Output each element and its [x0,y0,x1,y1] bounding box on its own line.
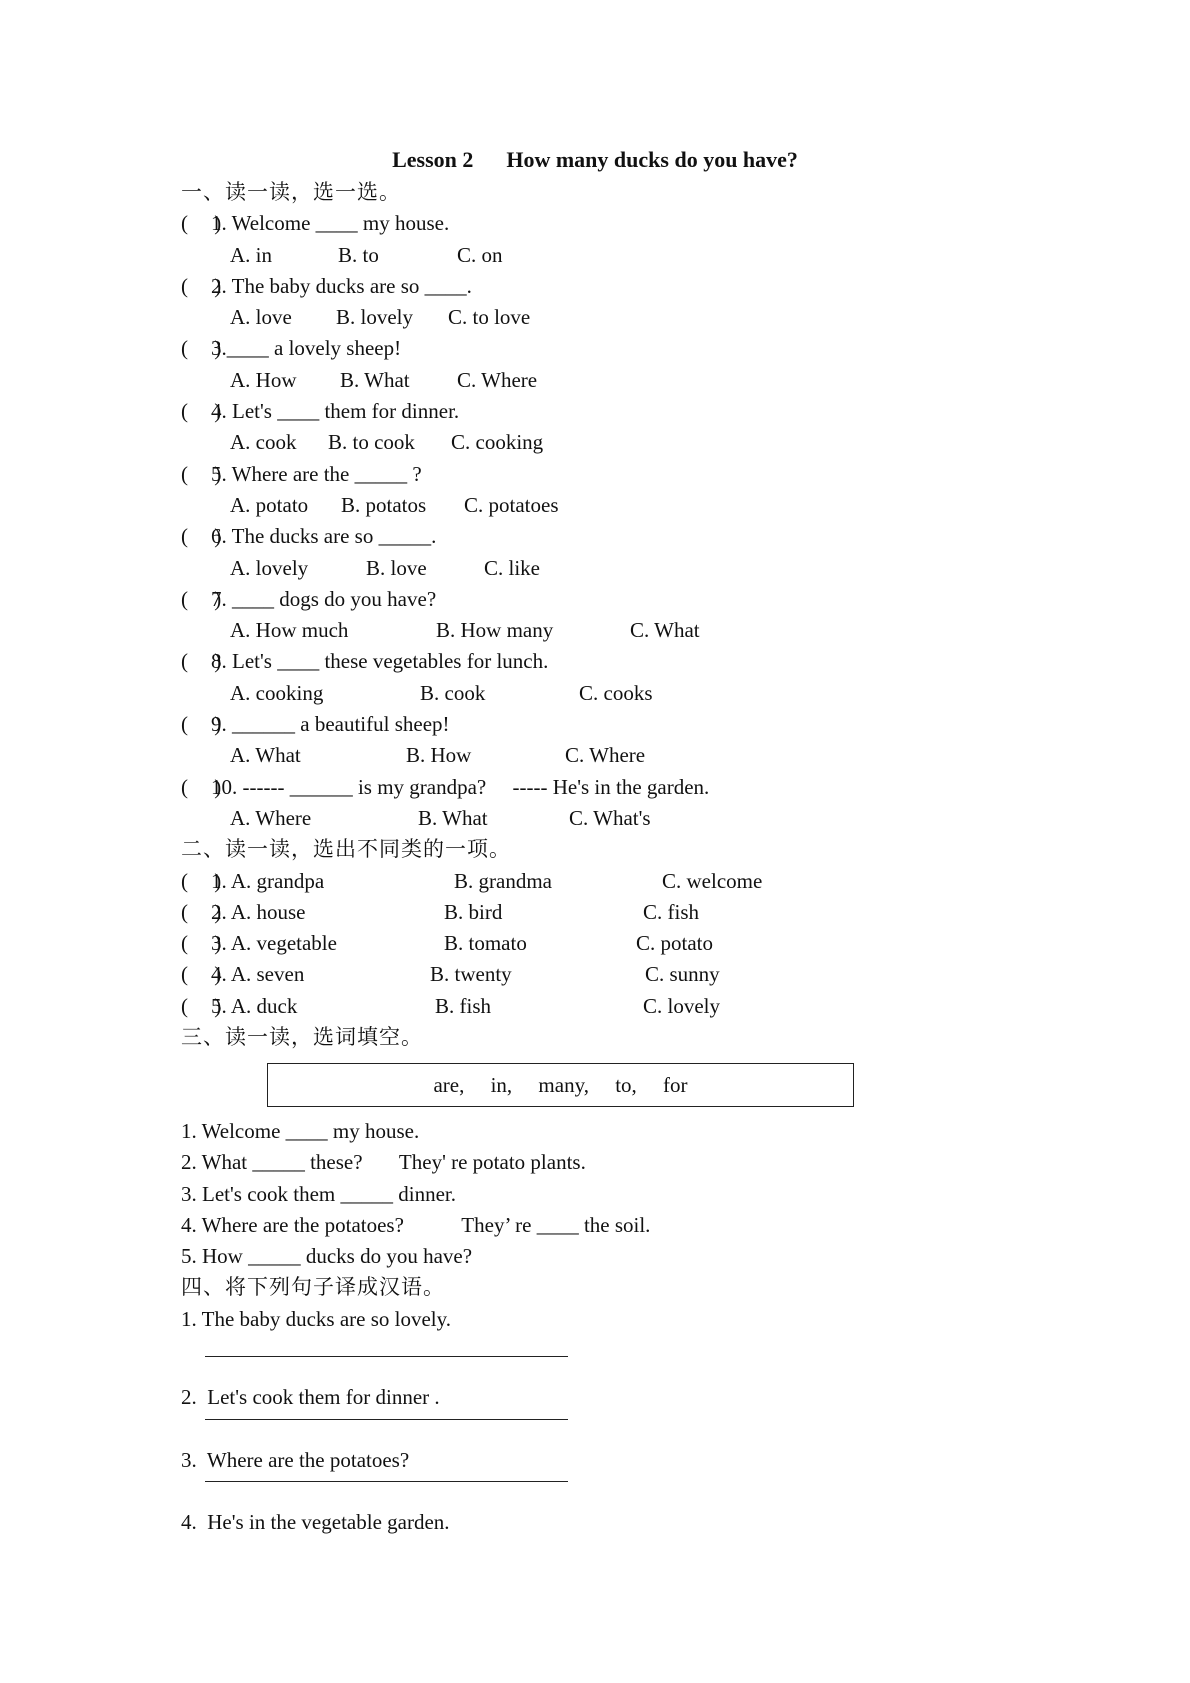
option-a: A. in [230,242,272,267]
fill-in-sentence: 2. What _____ these? They' re potato plants. [181,1150,586,1175]
answer-bracket[interactable]: ( ) [181,211,222,236]
answer-bracket[interactable]: ( ) [181,774,222,799]
section-1 [181,177,1061,1053]
option-c: C. on [457,242,503,267]
question-text: 5. Where are the _____ ? [211,461,422,486]
answer-bracket[interactable]: ( ) [181,712,222,737]
question-item [181,459,1061,490]
section-2-heading: 二、读一读，选出不同类的一项。 [181,837,511,862]
option-b: B. How [406,743,472,768]
question-item [181,709,1061,740]
answer-bracket[interactable]: ( ) [181,899,222,924]
fill-in-sentence: 1. Welcome ____ my house. [181,1119,420,1143]
option-b: B. to [338,242,379,267]
translate-sentence: 2. Let's cook them for dinner . [181,1385,440,1409]
options-row [181,240,1061,271]
fill-in-sentence: 4. Where are the potatoes? They’ re ____ the soil. [181,1212,651,1237]
option-a: 4. A. seven [211,962,305,987]
option-c: C. Where [565,743,646,768]
option-a: A. What [230,743,301,768]
option-c: C. to love [448,305,531,330]
translate-item [181,1507,1061,1538]
answer-line[interactable] [205,1356,568,1357]
question-item [181,333,1061,364]
options-row [181,553,1061,584]
option-c: C. sunny [645,962,720,987]
translate-item [181,1382,1061,1413]
option-a: A. How much [230,618,349,643]
option-a: A. lovely [230,555,309,580]
option-a: 5. A. duck [211,993,298,1018]
option-a: 1. A. grandpa [211,868,325,893]
option-b: B. twenty [430,962,512,987]
question-item [181,772,1061,803]
question-item [181,584,1061,615]
options-row [181,427,1061,458]
option-b: B. tomato [444,931,527,956]
odd-one-out-item [181,897,1061,928]
option-b: B. How many [436,618,554,643]
answer-bracket[interactable]: ( ) [181,993,222,1018]
odd-one-out-item [181,866,1061,897]
options-row [181,740,1061,771]
answer-bracket[interactable]: ( ) [181,336,222,361]
translate-sentence: 4. He's in the vegetable garden. [181,1510,450,1534]
option-c: C. lovely [643,993,720,1018]
option-b: B. What [340,367,410,392]
option-b: B. fish [435,993,492,1018]
question-item [181,271,1061,302]
option-a: A. cook [230,430,297,455]
option-a: A. cooking [230,680,324,705]
option-b: B. potatos [341,492,427,517]
question-text: 3.____ a lovely sheep! [211,336,402,361]
options-row [181,365,1061,396]
option-b: B. What [418,805,488,830]
question-item [181,521,1061,552]
option-a: 2. A. house [211,899,306,924]
translate-item [181,1445,1061,1476]
option-c: C. What's [569,805,651,830]
option-a: A. Where [230,805,312,830]
section-1-heading: 一、读一读，选一选。 [181,180,401,204]
section-3-sentences [181,1116,1061,1335]
options-row [181,490,1061,521]
option-c: C. cooking [451,430,544,455]
question-item [181,646,1061,677]
answer-bracket[interactable]: ( ) [181,399,222,424]
option-c: C. What [630,618,700,643]
options-row [181,803,1061,834]
section-3-heading: 三、读一读，选词填空。 [181,1025,423,1050]
option-c: C. welcome [662,868,763,893]
odd-one-out-item [181,959,1061,990]
option-c: C. cooks [579,680,653,705]
option-c: C. like [484,555,540,580]
question-text: 7. ____ dogs do you have? [211,586,437,611]
option-b: B. bird [444,899,503,924]
option-c: C. potato [636,931,713,956]
question-text: 4. Let's ____ them for dinner. [211,399,460,424]
options-row [181,678,1061,709]
option-b: B. cook [420,680,486,705]
answer-bracket[interactable]: ( ) [181,586,222,611]
option-a: A. How [230,367,297,392]
question-item [181,396,1061,427]
worksheet-title: Lesson 2 How many ducks do you have? [392,147,798,172]
option-b: B. to cook [328,430,415,455]
answer-line[interactable] [205,1419,568,1420]
question-item [181,208,1061,239]
answer-bracket[interactable]: ( ) [181,649,222,674]
question-text: 6. The ducks are so _____. [211,524,437,549]
option-b: B. lovely [336,305,413,330]
answer-bracket[interactable]: ( ) [181,962,222,987]
options-row [181,615,1061,646]
option-c: C. Where [457,367,538,392]
option-a: A. potato [230,492,309,517]
odd-one-out-item [181,991,1061,1022]
question-text: 1. Welcome ____ my house. [211,211,450,236]
option-c: C. fish [643,899,700,924]
question-text: 8. Let's ____ these vegetables for lunch. [211,649,549,674]
answer-line[interactable] [205,1481,568,1482]
fill-in-sentence: 5. How _____ ducks do you have? [181,1244,473,1269]
answer-bracket[interactable]: ( ) [181,868,222,893]
answer-bracket[interactable]: ( ) [181,461,222,486]
fill-in-sentence: 3. Let's cook them _____ dinner. [181,1181,456,1206]
odd-one-out-item [181,928,1061,959]
answer-bracket[interactable]: ( ) [181,273,222,298]
translate-sentence: 1. The baby ducks are so lovely. [181,1306,452,1331]
answer-bracket[interactable]: ( ) [181,931,222,956]
option-c: C. potatoes [464,492,559,517]
option-b: B. grandma [454,868,552,893]
section-4-heading: 四、将下列句子译成汉语。 [181,1275,445,1300]
translate-sentence: 3. Where are the potatoes? [181,1448,410,1472]
question-text: 10. ------ ______ is my grandpa? ----- He's in the garden. [211,774,710,799]
option-a: 3. A. vegetable [211,931,337,956]
answer-bracket[interactable]: ( ) [181,524,222,549]
option-a: A. love [230,305,292,330]
question-text: 2. The baby ducks are so ____. [211,273,472,298]
question-text: 9. ______ a beautiful sheep! [211,712,450,737]
word-bank-box: are, in, many, to, for [267,1063,854,1107]
option-b: B. love [366,555,427,580]
options-row [181,302,1061,333]
